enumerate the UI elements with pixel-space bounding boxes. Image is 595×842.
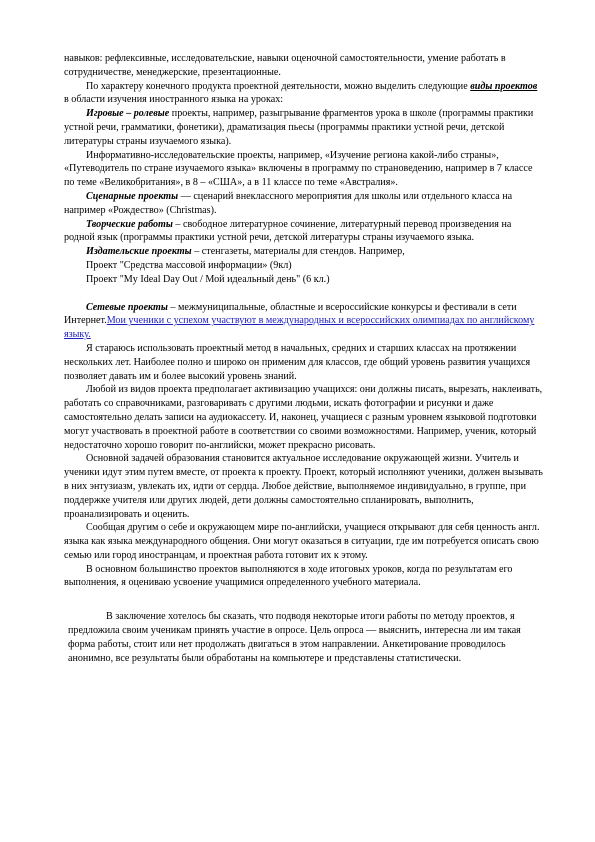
scenario-term: Сценарные проекты — [86, 190, 179, 202]
paragraph-research-projects: Информативно-исследовательские проекты, например, «Изучение региона какой-либо страны», «Путеводитель по стране изучаемого языка» включены в программу по страноведению, например в 7 классе по теме «Великобритания», в 8 – «США», а в 11 классе по теме «Австралия». — [64, 149, 533, 189]
role-play-text: проекты, например, разыгрывание фрагментов урока в школе (программы практики устной речи, грамматики, фонетики), драматизация пьесы (программы практики устной речи, детской литературы страны изучаемого языка). — [64, 108, 534, 147]
publishing-text: – стенгазеты, материалы для стендов. Например, — [191, 246, 405, 258]
creative-text: – свободное литературное сочинение, литературный перевод произведения на родной язык (программы практики устной речи, детской литературы страны изучаемого языка. — [64, 218, 512, 244]
paragraph-education-goal: Основной задачей образования становится актуальное исследование окружающей жизни. Учитель и ученики идут этим путем вместе, от проекта к проекту. Проект, который исполняют ученики, должен вызывать в них энтузиазм, увлекать их, идти от сердца. Любое действие, выполняемое индивидуально, в группе, при поддержке учителя или других людей, дети должны самостоятельно спланировать, выполнить, проанализировать и оценить. — [64, 453, 543, 520]
creative-term: Творческие работы — [86, 218, 173, 230]
project-types-term: виды проектов — [470, 80, 538, 92]
scenario-text: — сценарий внеклассного мероприятия для школы или отдельного класса на например «Рождество» (Christmas). — [64, 190, 513, 216]
olympiad-link[interactable]: Мои ученики с успехом участвуют в международных и всероссийских олимпиадах по английскому языку. — [64, 315, 535, 341]
project-example-media: Проект "Средства массовой информации» (9кл) — [86, 259, 292, 271]
role-play-term: Игровые – ролевые — [86, 108, 170, 120]
project-example-ideal-day: Проект "My Ideal Day Out / Мой идеальный день" (6 кл.) — [86, 273, 330, 285]
paragraph-creative-works — [64, 218, 543, 246]
paragraph-final-lessons: В основном большинство проектов выполняются в ходе итоговых уроков, когда по результатам его выполнения, я оцениваю усвоение учащимися определенного учебного материала. — [64, 563, 513, 589]
paragraph-student-activation: Любой из видов проекта предполагает активизацию учащихся: они должны писать, вырезать, наклеивать, работать со справочниками, разговаривать с другими людьми, искать фотографии и рисунки и даже самостоятельно делать записи на аудиокассету. И, наконец, учащиеся с разным уровнем языковой подготовки могут участвовать в проектной работе в соответствии со своими возможностями. Например, ученик, который недостаточно хорошо говорит по-английски, может прекрасно рисовать. — [64, 384, 543, 451]
publishing-term: Издательские проекты — [86, 246, 192, 258]
paragraph-role-play-projects — [64, 107, 543, 148]
intro-text-before: По характеру конечного продукта проектной деятельности, можно выделить следующие — [86, 80, 471, 92]
paragraph-conclusion: В заключение хотелось бы сказать, что подводя некоторые итоги работы по методу проектов, я предложила своим ученикам принять участие в опросе. Цель опроса — выяснить, интересна ли им такая форма работы, стоит или нет продолжать двигаться в этом направлении. Анкетирование проводилось анонимно, все результаты были обработаны на компьютере и представлены статистически. — [68, 611, 521, 664]
paragraph-scenario-projects — [64, 190, 543, 218]
paragraph-project-method: Я стараюсь использовать проектный метод в начальных, средних и старших классах на протяжении нескольких лет. Наиболее полно и широко он применим для классов, где общий уровень развития учащихся позволяет давать им и более высокий уровень знаний. — [64, 342, 531, 382]
paragraph-publishing-projects — [64, 245, 543, 259]
intro-text-after: в области изучения иностранного языка на уроках: — [64, 94, 284, 106]
paragraph-skills: навыков: рефлексивные, исследовательские, навыки оценочной самостоятельности, умение работать в сотрудничестве, менеджерские, презентационные. — [64, 53, 506, 78]
paragraph-network-projects — [64, 301, 543, 342]
network-term: Сетевые проекты — [86, 301, 168, 313]
paragraph-english-value: Сообщая другим о себе и окружающем мире по-английски, учащиеся открывают для себя ценность англ. языка как языка международного общения. Они могут оказаться в ситуации, где им потребуется описать свою семью или город иностранцам, и проектная работа готовит их к этому. — [64, 522, 540, 561]
paragraph-project-types-intro — [64, 80, 543, 108]
network-text: – межмуниципальные, областные и всероссийские конкурсы и фестивали в сети Интернет. — [64, 301, 517, 327]
